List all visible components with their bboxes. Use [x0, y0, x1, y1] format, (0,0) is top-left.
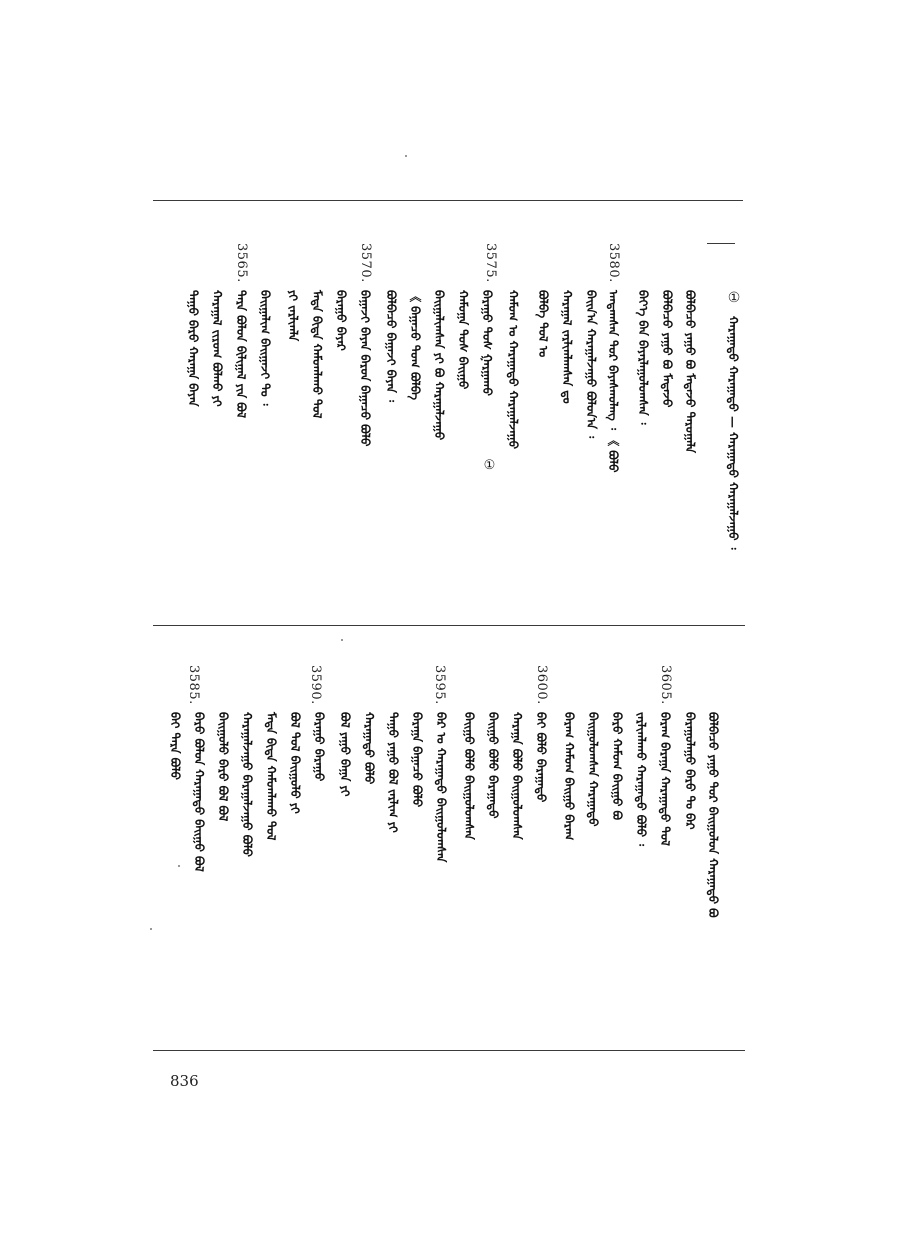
mongolian-text-line: ᠪᠠᠢᠨ᠎ᠠ ᠬᠠᠷᠠᠭᠠᠯᠵᠠᠭᠤ ᠪᠣᠯᠤᠨ᠎ᠠ ᠄ — [584, 290, 598, 439]
line-number: 3575. — [483, 243, 498, 283]
mongolian-text-line: ᠪᠠᠷᠠᠭᠤ ᠪᠠᠶᠠᠷ — [334, 290, 348, 351]
mongolian-text-line: ᠠᠨᠳᠠᠭᠰᠠᠨ ᠲᠤᠷ ᠪᠠᠶᠠᠰᠬᠤᠯᠠᠩ ᠄ 《 ᠪᠣᠯᠤ — [606, 290, 620, 473]
mongolian-text-line: ᠲᠠᠭᠤ ᠪᠠᠷᠤ ᠬᠠᠷᠠᠭᠠ ᠪᠠᠶᠠᠨ — [186, 290, 200, 407]
bottom-rule — [153, 1050, 745, 1051]
page-number: 836 — [170, 1072, 199, 1090]
mongolian-text-line: ᠬᠠᠮᠤᠭᠠ ᠲᠤᠰ ᠪᠠᠢᠭᠤ — [456, 290, 470, 390]
mongolian-text-line: ᠪᠠᠢᠭᠤᠯᠤ ᠪᠠᠷᠤ ᠪᠣᠯ ᠪᠣᠯ — [216, 712, 230, 822]
print-speck — [150, 928, 152, 930]
mongolian-text-line: ᠪᠠᠢᠭᠤ ᠪᠣᠯᠤ ᠪᠠᠷᠠᠭᠠᠲᠤ — [486, 712, 500, 819]
mongolian-text-line: ᠪᠣᠯᠪᠠᠴᠤ ᠶᠠᠭᠤ ᠲᠤᠷ ᠪᠠᠢᠭᠤᠯᠤᠨ ᠬᠠᠷᠠᠭᠠᠲᠤ ᠪᠤ — [706, 712, 720, 918]
mongolian-text-line: ᠪᠠᠷᠤ ᠪᠣᠯᠤᠨ ᠬᠠᠷᠠᠭᠠᠲᠤ ᠪᠠᠢᠭᠤ ᠪᠣᠯ — [192, 712, 206, 872]
mongolian-text-line: ᠲᠡᠷᠡ ᠪᠣᠯᠤᠨ ᠪᠢᠯᠢᠭᠠᠯ ᠶᠢᠨ ᠪᠣᠯ — [234, 290, 248, 419]
footnote-marker: ① — [726, 290, 742, 307]
line-number: 3585. — [186, 665, 201, 705]
mongolian-text-line: ᠪᠠᠭᠠᠵᠢ ᠪᠠᠶᠠᠨ ᠪᠠᠷᠤᠨ ᠪᠠᠭᠠᠴᠤ ᠪᠣᠯᠤ — [358, 290, 372, 447]
top-rule — [153, 200, 743, 201]
line-number: 3580. — [606, 243, 621, 283]
mongolian-text-line: ᠪᠠᠷᠠᠭ ᠬᠠᠮᠤᠭ ᠪᠠᠢᠭᠤ ᠪᠠᠷᠠᠭ — [562, 712, 576, 841]
mongolian-text-line: ᠬᠠᠷᠠᠭᠠᠯ ᠵᠢᠷᠤᠭ ᠪᠣᠯᠬᠤ ᠶᠢ — [210, 290, 224, 407]
mongolian-text-line: ᠪᠣᠯᠪᠠ ᠲᠤᠯ ᠤ — [536, 290, 550, 358]
mongolian-text-line: ᠬᠠᠷᠠᠭᠠᠲᠤ ᠪᠣᠯᠤ — [362, 712, 376, 785]
mongolian-text-line: ᠲᠠᠭᠤ ᠶᠠᠭᠤ ᠪᠣᠯ ᠵᠠᠷᠯᠢᠭ ᠶᠢ — [386, 712, 400, 833]
mongolian-text-line: ᠪᠣᠯᠪᠠᠴᠤ ᠶᠠᠭᠤ ᠪᠤ ᠮᠡᠳᠡᠵᠦ — [660, 290, 674, 408]
mongolian-text-line: ᠪᠣᠯᠪᠠᠴᠤ ᠶᠠᠭᠤ ᠪᠤ ᠮᠡᠳᠡᠵᠦ ᠳᠠᠷᠤᠭᠠᠯᠠ — [683, 290, 697, 453]
mongolian-text-line: ᠪᠠᠢᠭᠠᠯᠢᠭ ᠪᠠᠢᠭᠠᠵᠢ ᠲᠤ ᠄ — [258, 290, 272, 406]
line-number: 3600. — [534, 665, 549, 705]
mongolian-text-line: ᠵᠠᠷᠯᠢᠭᠯᠠᠬᠤ ᠬᠠᠷᠠᠭᠠᠲᠤ ᠪᠣᠯᠤ ᠄ — [634, 712, 648, 846]
mongolian-text-line: ᠪᠠᠢᠭᠤ ᠪᠣᠯᠤ ᠪᠠᠢᠭᠤᠯᠤᠭᠰᠠᠨ — [462, 712, 476, 840]
print-speck — [341, 639, 343, 641]
mongolian-text-line: 《 ᠪᠠᠭᠠᠴᠤ ᠲᠤᠭ ᠪᠣᠯᠪᠠ — [408, 290, 422, 401]
line-number: 3590. — [308, 665, 323, 705]
mongolian-text-line: ᠪᠠᠢ ᠲᠡᠷᠡ ᠪᠣᠯᠤ — [168, 712, 182, 780]
mongolian-text-line: ᠪᠣᠯᠪᠠᠴᠤ ᠪᠠᠭᠠᠵᠢ ᠪᠠᠶᠠᠨ ᠄ — [384, 290, 398, 402]
mongolian-text-line: ᠮᠡᠳᠡ ᠪᠢᠳᠡ ᠬᠠᠮᠤᠭᠯᠠᠬᠤ ᠲᠤᠯ — [264, 712, 278, 841]
mongolian-text-line: ᠶᠢ ᠵᠠᠷᠯᠢᠭᠯᠠ — [286, 290, 300, 342]
line-number: 3605. — [658, 665, 673, 705]
mongolian-text-line: ᠪᠠᠷᠤ ᠬᠠᠮᠤᠭ ᠪᠠᠢᠭᠤ ᠪᠤ — [610, 712, 624, 821]
mongolian-text-line: ᠬᠠᠷᠠᠭᠠᠯ ᠵᠠᠷᠯᠢᠭᠯᠠᠭᠰᠠᠨ ᠳᠤ — [560, 290, 574, 404]
mongolian-text-line: ᠪᠠᠷᠠᠭᠤᠯᠠᠭᠤ ᠪᠠᠷᠤ ᠲᠤ ᠪᠠᠷ — [683, 712, 697, 830]
print-speck — [178, 865, 180, 867]
mongolian-text-line: ᠪᠠᠷᠠᠭᠤ ᠲᠤᠰ ᠭᠠᠷᠭᠠᠬᠤ — [480, 290, 494, 396]
mongolian-text-line: ᠪᠣᠯ ᠶᠠᠭᠤ ᠪᠠᠭᠠ ᠶᠢ — [338, 712, 352, 797]
line-number: 3595. — [432, 665, 447, 705]
mongolian-text-line: ᠮᠡᠳᠡ ᠪᠢᠳᠡ ᠬᠠᠮᠤᠭᠯᠠᠬᠤ ᠲᠤᠯ — [310, 290, 324, 419]
mongolian-text-line: ᠪᠡᠶ᠎ᠡ ᠪᠠᠨ ᠪᠠᠶᠠᠷᠯᠠᠭᠤᠯᠤᠭᠰᠠᠨ ᠄ — [636, 290, 650, 425]
mongolian-text-line: ᠪᠠᠢ ᠪᠣᠯᠤ ᠪᠠᠷᠠᠭᠠᠲᠤ — [534, 712, 548, 803]
mongolian-text-line: ᠪᠠᠷᠠᠭᠠ ᠪᠠᠭᠠᠴᠤ ᠪᠣᠯᠤ — [410, 712, 424, 808]
mongolian-text-line: ᠪᠠᠢᠭᠠᠯᠢᠭᠰᠠᠨ ᠶᠢ ᠪᠤ ᠬᠠᠷᠠᠭᠠᠯᠵᠠᠭᠤ — [432, 290, 446, 441]
mongolian-text-line: ᠬᠠᠷᠠᠭᠠᠲᠤ ᠬᠠᠷᠠᠭᠠᠲᠤ — ᠬᠠᠷᠠᠭᠠᠲᠤ ᠬᠠᠷᠠᠭᠠᠯᠵᠠᠭᠤ ᠄ — [726, 316, 740, 550]
footnote-separator — [707, 243, 735, 244]
mongolian-text-line: ᠪᠠᠷᠠᠭ ᠪᠠᠷᠠᠭᠠ ᠬᠠᠷᠠᠭᠠᠲᠤ ᠲᠤᠯ — [658, 712, 672, 846]
middle-rule — [153, 625, 745, 626]
line-number: 3565. — [234, 243, 249, 283]
mongolian-text-line: ᠬᠠᠮᠤᠭ ᠤ ᠬᠠᠷᠠᠭᠠᠲᠤ ᠬᠠᠷᠠᠭᠠᠯᠵᠠᠭᠤ — [506, 290, 520, 450]
line-number: 3570. — [358, 243, 373, 283]
mongolian-text-line: ᠪᠠᠷᠠᠭᠤ ᠪᠠᠷᠠᠭᠤ — [312, 712, 326, 782]
mongolian-text-line: ᠬᠠᠷᠠᠭᠠᠯᠵᠠᠭᠤ ᠪᠠᠷᠠᠭᠠᠯᠵᠠᠭᠤ ᠪᠣᠯᠤ — [240, 712, 254, 857]
inline-footnote-marker: ① — [482, 458, 497, 473]
mongolian-text-line: ᠪᠣᠯ ᠲᠤᠯ ᠪᠠᠢᠭᠤᠯᠤ ᠶᠢ — [288, 712, 302, 814]
print-speck — [405, 155, 407, 157]
mongolian-text-line: ᠬᠠᠷᠠᠭᠠ ᠪᠣᠯᠤ ᠪᠠᠢᠭᠤᠯᠤᠭᠰᠠᠨ — [510, 712, 524, 840]
mongolian-text-line: ᠪᠠᠢᠭᠤᠯᠤᠭᠰᠠᠨ ᠬᠠᠷᠠᠭᠠᠲᠤ — [586, 712, 600, 827]
mongolian-text-line: ᠪᠠᠷ ᠤ ᠬᠠᠷᠠᠭᠠᠲᠤ ᠪᠠᠢᠭᠤᠯᠤᠭᠰᠠᠨ — [434, 712, 448, 863]
